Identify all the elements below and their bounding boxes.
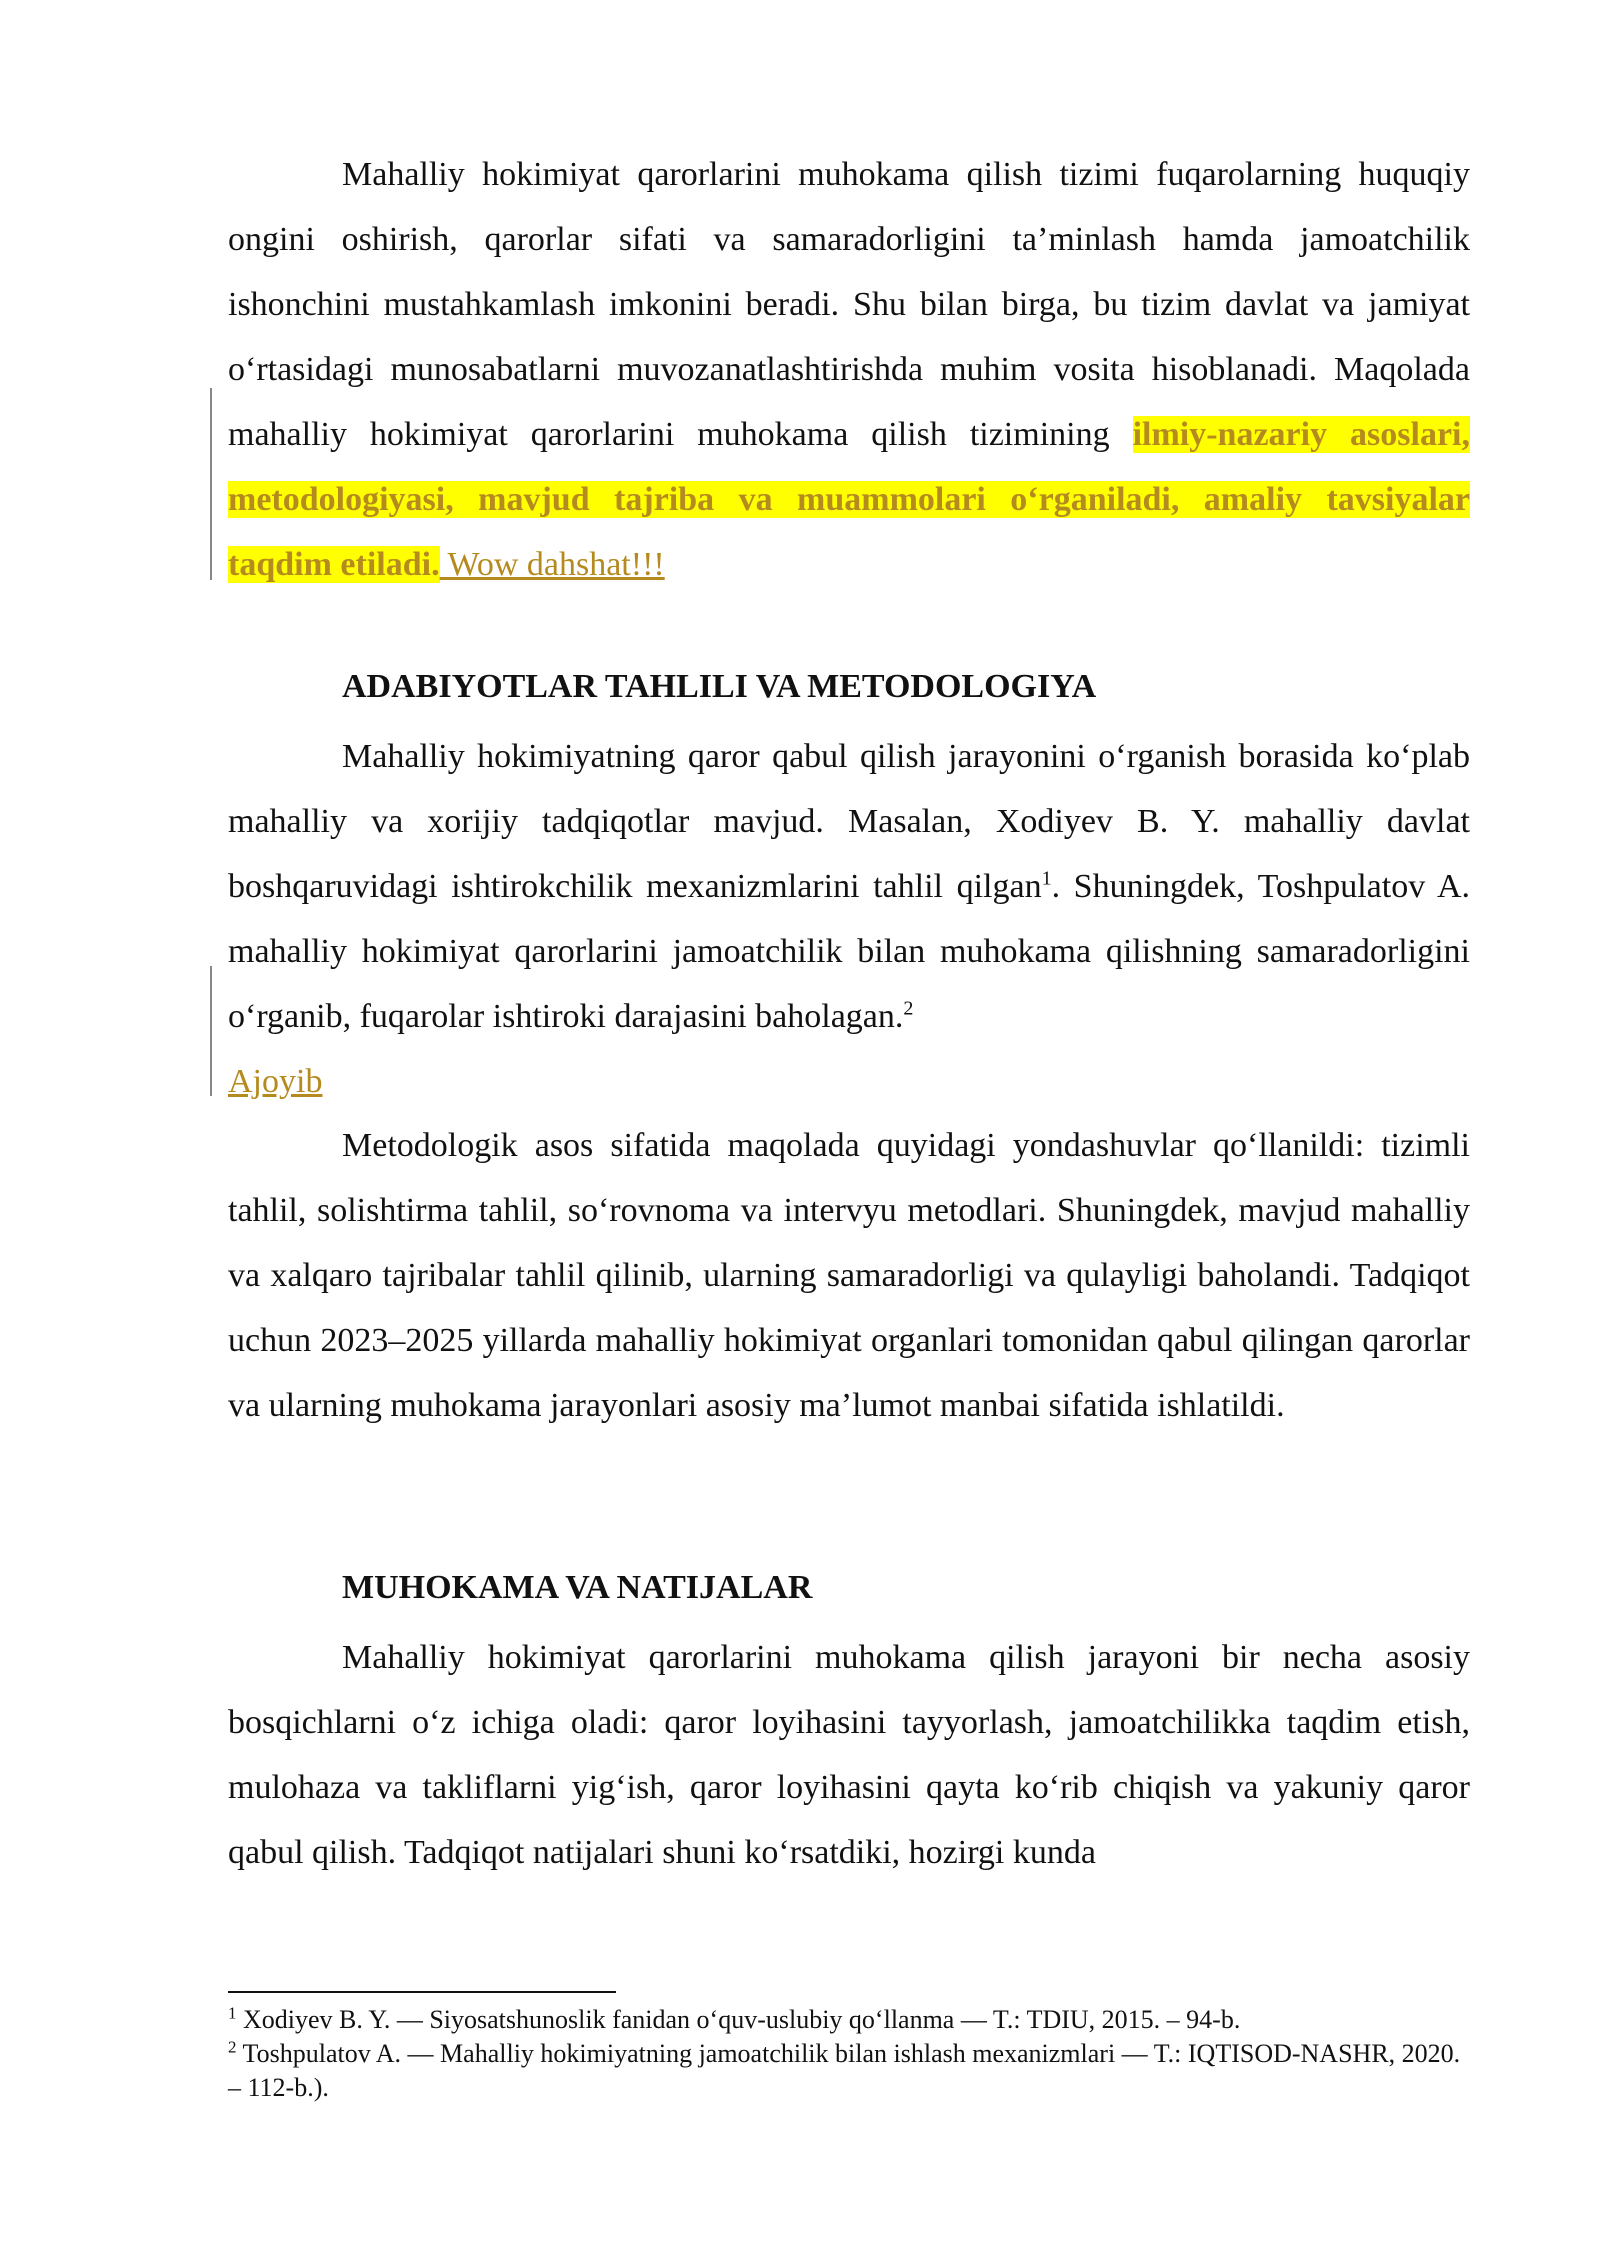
footnote-text: Toshpulatov A. — Mahalliy hokimiyatning jamoatchilik bilan ishlash mexanizmlari — T.: IQTISOD-NASHR, 2020. – 112-b.). — [228, 2039, 1461, 2102]
footnote-text: Xodiyev B. Y. — Siyosatshunoslik fanidan o‘quv-uslubiy qo‘llanma — T.: TDIU, 2015. – 94-b. — [236, 2005, 1241, 2034]
footnote-ref-1[interactable]: 1 — [1041, 867, 1052, 890]
footnote-2 — [228, 2037, 1470, 2105]
footnotes — [228, 2003, 1470, 2105]
tracked-insertion[interactable]: Ajoyib — [228, 1063, 323, 1100]
footnote-mark: 2 — [228, 2037, 237, 2057]
body-paragraph — [228, 724, 1470, 1114]
section-heading: MUHOKAMA VA NATIJALAR — [342, 1569, 813, 1606]
change-bar — [210, 388, 212, 580]
change-bar — [210, 966, 212, 1096]
intro-text: Mahalliy hokimiyat qarorlarini muhokama qilish tizimi fuqarolarning huquqiy ongini oshirish, qarorlar sifati va samaradorligini ta’minlash hamda jamoatchilik ishonchini mustahkamlash imkonini beradi. Shu bilan birga, bu tizim davlat va jamiyat o‘rtasidagi munosabatlarni muvozanatlashtirishda muhim vosita hisoblanadi. Maqolada mahalliy hokimiyat qarorlarini muhokama qilish tizimining — [228, 156, 1470, 453]
footnote-separator — [228, 1991, 616, 1993]
paragraph-text: Mahalliy hokimiyatning qaror qabul qilish jarayonini o‘rganish borasida ko‘plab mahalliy va xorijiy tadqiqotlar mavjud. Masalan, Xodiyev B. Y. mahalliy davlat boshqaruvidagi ishtirokchilik mexanizmlarini tahlil qilgan — [228, 738, 1470, 905]
intro-paragraph — [228, 142, 1470, 597]
paragraph-text: . Shuningdek, Toshpulatov A. mahalliy hokimiyat qarorlarini jamoatchilik bilan muhokama qilishning samaradorligini o‘rganib, fuqarolar ishtiroki darajasini baholagan. — [228, 868, 1470, 1035]
tracked-insertion[interactable]: Wow dahshat!!! — [439, 546, 665, 583]
footnote-mark: 1 — [228, 2003, 237, 2023]
body-paragraph: Metodologik asos sifatida maqolada quyidagi yondashuvlar qo‘llanildi: tizimli tahlil, solishtirma tahlil, so‘rovnoma va intervyu metodlari. Shuningdek, mavjud mahalliy va xalqaro tajribalar tahlil qilinib, ularning samaradorligi va qulayligi baholandi. Tadqiqot uchun 2023–2025 yillarda mahalliy hokimiyat organlari tomonidan qabul qilingan qarorlar va ularning muhokama jarayonlari asosiy ma’lumot manbai sifatida ishlatildi. — [228, 1127, 1470, 1424]
body-paragraph: Mahalliy hokimiyat qarorlarini muhokama qilish jarayoni bir necha asosiy bosqichlarni o‘z ichiga oladi: qaror loyihasini tayyorlash, jamoatchilikka taqdim etish, mulohaza va takliflarni yig‘ish, qaror loyihasini qayta ko‘rib chiqish va yakuniy qaror qabul qilish. Tadqiqot natijalari shuni ko‘rsatdiki, hozirgi kunda — [228, 1639, 1470, 1871]
footnote-1 — [228, 2003, 1470, 2037]
highlighted-text: ilmiy-nazariy asoslari, metodologiyasi, mavjud tajriba va muammolari o‘rganiladi, amaliy tavsiyalar taqdim etiladi. — [228, 416, 1470, 583]
footnote-ref-2[interactable]: 2 — [903, 997, 914, 1020]
section-heading: ADABIYOTLAR TAHLILI VA METODOLOGIYA — [342, 668, 1097, 705]
